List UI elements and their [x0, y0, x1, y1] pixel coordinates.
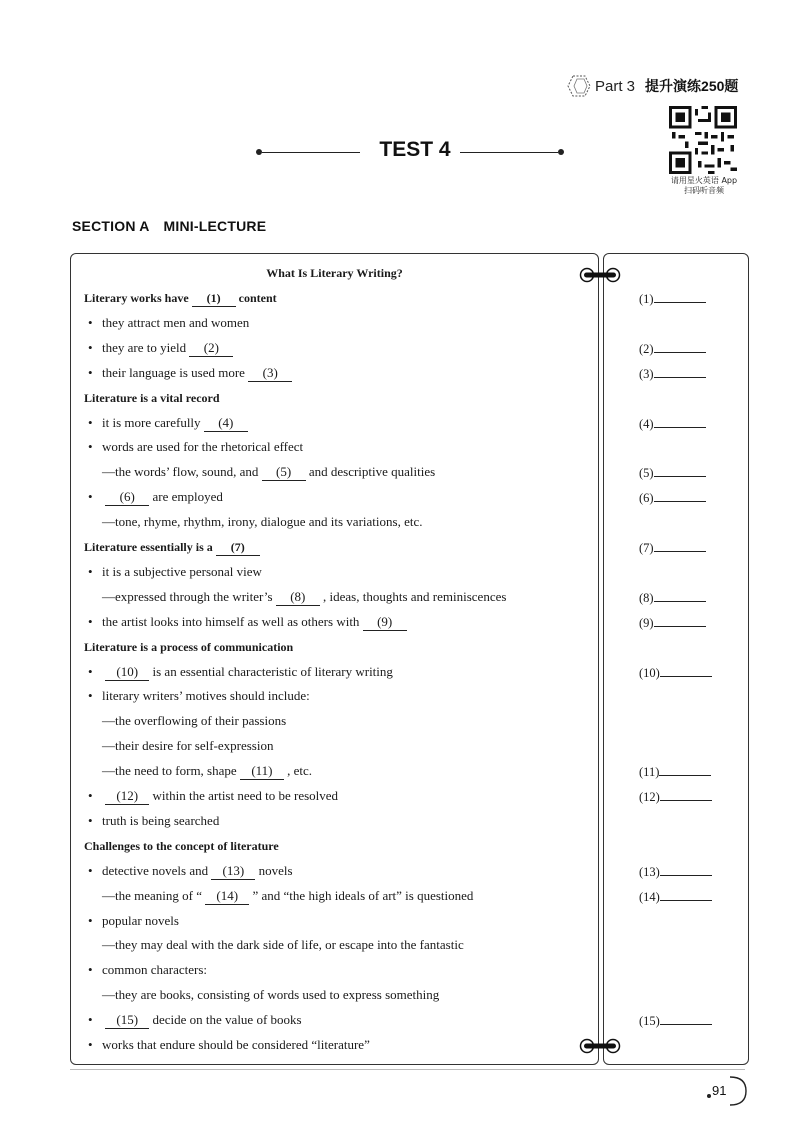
- bullet-icon: •: [88, 364, 93, 380]
- row-text: works that endure should be considered “literature”: [102, 1037, 370, 1052]
- row-text: popular novels: [102, 912, 179, 928]
- list-item: [88, 863, 293, 880]
- list-item: [102, 738, 273, 754]
- part-tag: Part 3: [595, 77, 636, 95]
- answer-line[interactable]: [660, 888, 712, 901]
- notes-title: What Is Literary Writing?: [266, 266, 403, 280]
- list-item: [102, 464, 435, 481]
- answer-field[interactable]: [639, 788, 712, 805]
- row-text: it is more carefully: [102, 414, 201, 430]
- answer-label: (4): [639, 416, 654, 431]
- answer-line[interactable]: [660, 664, 712, 677]
- section-row: [84, 838, 279, 854]
- test-title: TEST 4: [379, 138, 451, 161]
- bullet-icon: •: [88, 439, 93, 455]
- list-item: [88, 614, 407, 631]
- list-item: [88, 315, 249, 331]
- blank-slot: (14): [205, 888, 249, 905]
- row-text: within the artist need to be resolved: [152, 788, 339, 803]
- list-item: [88, 688, 310, 704]
- answer-label: (7): [639, 541, 654, 555]
- answer-field[interactable]: [639, 415, 706, 432]
- list-item: [102, 763, 312, 780]
- answer-field[interactable]: [639, 664, 712, 681]
- blank-slot: (13): [211, 863, 255, 880]
- bullet-icon: •: [88, 613, 93, 629]
- row-text: Literary works have: [84, 291, 189, 305]
- bullet-icon: •: [88, 663, 93, 679]
- row-text: their language is used more: [102, 364, 245, 380]
- qr-caption: 请用星火英语 App 扫码听音频: [670, 176, 738, 195]
- list-item: [102, 514, 422, 530]
- answer-field[interactable]: [639, 489, 706, 506]
- row-text: Literature is a process of communication: [84, 639, 294, 654]
- answer-field[interactable]: [639, 614, 706, 631]
- answer-line[interactable]: [654, 589, 706, 602]
- answer-field[interactable]: [639, 763, 711, 780]
- answer-label: (9): [639, 615, 654, 630]
- bullet-icon: •: [88, 862, 93, 878]
- row-text: Literature essentially is a: [84, 540, 213, 554]
- answer-label: (3): [639, 366, 654, 381]
- row-text: —the need to form, shape: [102, 763, 237, 779]
- bullet-icon: •: [88, 414, 93, 430]
- answer-line[interactable]: [654, 489, 706, 502]
- row-text: literary writers’ motives should include:: [102, 688, 310, 704]
- answer-line[interactable]: [654, 290, 706, 303]
- binder-ring-icon: [579, 1038, 621, 1054]
- blank-slot: (6): [105, 489, 149, 506]
- answer-line[interactable]: [654, 365, 706, 378]
- list-item: [102, 713, 286, 729]
- blank-slot: (1): [192, 290, 236, 307]
- list-item: [102, 888, 473, 905]
- row-text: , ideas, thoughts and reminiscences: [323, 588, 507, 604]
- bullet-icon: •: [88, 812, 93, 828]
- row-text: they are to yield: [102, 339, 187, 355]
- row-text: Challenges to the concept of literature: [84, 838, 279, 853]
- row-text: decide on the value of books: [152, 1012, 302, 1028]
- answer-line[interactable]: [654, 539, 706, 552]
- row-text: —the words’ flow, sound, and: [102, 464, 259, 480]
- row-text: detective novels and: [102, 862, 209, 878]
- bullet-icon: •: [88, 339, 93, 355]
- bullet-icon: •: [88, 912, 93, 928]
- bullet-icon: •: [88, 1037, 93, 1052]
- row-text: —the meaning of “: [102, 887, 202, 903]
- title-right-rule: [460, 152, 558, 153]
- row-text: , etc.: [287, 763, 313, 779]
- answer-line[interactable]: [660, 1012, 712, 1025]
- title-right-dot: [558, 149, 564, 155]
- row-text: —they are books, consisting of words used to express something: [102, 987, 440, 1003]
- answer-line[interactable]: [654, 464, 706, 477]
- answer-line[interactable]: [660, 788, 712, 801]
- answer-line[interactable]: [660, 863, 712, 876]
- row-text: is an essential characteristic of literary writing: [152, 663, 393, 679]
- blank-slot: (5): [262, 464, 306, 481]
- answer-field[interactable]: [639, 888, 712, 905]
- blank-slot: (10): [105, 664, 149, 681]
- row-text: —they may deal with the dark side of life, or escape into the fantastic: [102, 937, 464, 953]
- row-text: —expressed through the writer’s: [102, 588, 273, 604]
- list-item: [88, 564, 262, 580]
- row-text: ” and “the high ideals of art” is questioned: [252, 887, 474, 903]
- row-text: Literature is a vital record: [84, 390, 220, 405]
- bullet-icon: •: [88, 1012, 93, 1028]
- bullet-icon: •: [88, 962, 93, 978]
- bullet-icon: •: [88, 314, 93, 330]
- qr-code-icon[interactable]: [669, 106, 737, 174]
- row-text: —their desire for self-expression: [102, 738, 274, 754]
- list-item: [88, 415, 248, 432]
- row-text: the artist looks into himself as well as others with: [102, 613, 360, 629]
- row-text: are employed: [152, 489, 223, 505]
- answer-label: (1): [639, 292, 654, 306]
- answer-label: (15): [639, 1014, 660, 1029]
- blank-slot: (11): [240, 763, 284, 780]
- answer-line[interactable]: [654, 340, 706, 353]
- answer-line[interactable]: [654, 614, 706, 627]
- list-item: [88, 664, 393, 681]
- blank-slot: (8): [276, 589, 320, 606]
- answer-field[interactable]: [639, 464, 706, 481]
- list-item: [102, 937, 464, 953]
- answer-label: (2): [639, 341, 654, 356]
- section-row: [84, 539, 260, 556]
- row-text: they attract men and women: [102, 314, 250, 330]
- row-text: truth is being searched: [102, 812, 220, 828]
- answer-label: (8): [639, 590, 654, 605]
- section-row: [84, 390, 220, 406]
- answer-field[interactable]: [639, 290, 706, 307]
- answer-label: (13): [639, 864, 660, 879]
- list-item: [88, 788, 338, 805]
- bullet-icon: •: [88, 688, 93, 704]
- answer-field[interactable]: [639, 365, 706, 382]
- footer-rule: [70, 1069, 745, 1070]
- list-item: [102, 589, 506, 606]
- answer-field[interactable]: [639, 340, 706, 357]
- answer-field[interactable]: [639, 539, 706, 556]
- list-item: [102, 987, 439, 1003]
- hexagon-icon: [565, 74, 591, 98]
- part-header: [565, 74, 738, 98]
- answer-label: (14): [639, 889, 660, 904]
- list-item: [88, 365, 292, 382]
- list-item: [88, 340, 233, 357]
- answer-label: (5): [639, 466, 654, 481]
- answer-field[interactable]: [639, 863, 712, 880]
- row-text: —tone, rhyme, rhythm, irony, dialogue and its variations, etc.: [102, 514, 423, 530]
- row-text: it is a subjective personal view: [102, 563, 262, 579]
- list-item: [88, 1037, 370, 1053]
- section-row: [84, 639, 293, 655]
- row-text: —the overflowing of their passions: [102, 713, 287, 729]
- answer-label: (12): [639, 790, 660, 804]
- answer-label: (6): [639, 491, 654, 506]
- list-item: [88, 439, 303, 455]
- answer-line[interactable]: [659, 763, 711, 776]
- section-row: [84, 290, 277, 307]
- list-item: [88, 913, 179, 929]
- blank-slot: (15): [105, 1012, 149, 1029]
- list-item: [88, 962, 207, 978]
- answer-field[interactable]: [639, 589, 706, 606]
- page-number: 91: [712, 1083, 727, 1098]
- bullet-icon: •: [88, 489, 93, 505]
- answer-field[interactable]: [639, 1012, 712, 1029]
- title-left-rule: [262, 152, 360, 153]
- blank-slot: (2): [189, 340, 233, 357]
- row-text: novels: [258, 862, 293, 878]
- section-heading: SECTION A MINI-LECTURE: [72, 218, 267, 234]
- blank-slot: (4): [204, 415, 248, 432]
- blank-slot: (7): [216, 539, 260, 556]
- list-item: [88, 1012, 302, 1029]
- part-title: 提升演练250题: [645, 78, 739, 94]
- answer-label: (10): [639, 665, 660, 680]
- bullet-icon: •: [88, 563, 93, 579]
- answer-label: (11): [639, 765, 660, 780]
- list-item: [88, 489, 223, 506]
- list-item: [88, 813, 219, 829]
- blank-slot: (3): [248, 365, 292, 382]
- blank-slot: (9): [363, 614, 407, 631]
- row-text: content: [238, 291, 277, 305]
- row-text: common characters:: [102, 962, 208, 978]
- bullet-icon: •: [88, 788, 93, 803]
- row-text: and descriptive qualities: [308, 464, 436, 480]
- row-text: words are used for the rhetorical effect: [102, 439, 304, 455]
- answer-line[interactable]: [654, 415, 706, 428]
- blank-slot: (12): [105, 788, 149, 805]
